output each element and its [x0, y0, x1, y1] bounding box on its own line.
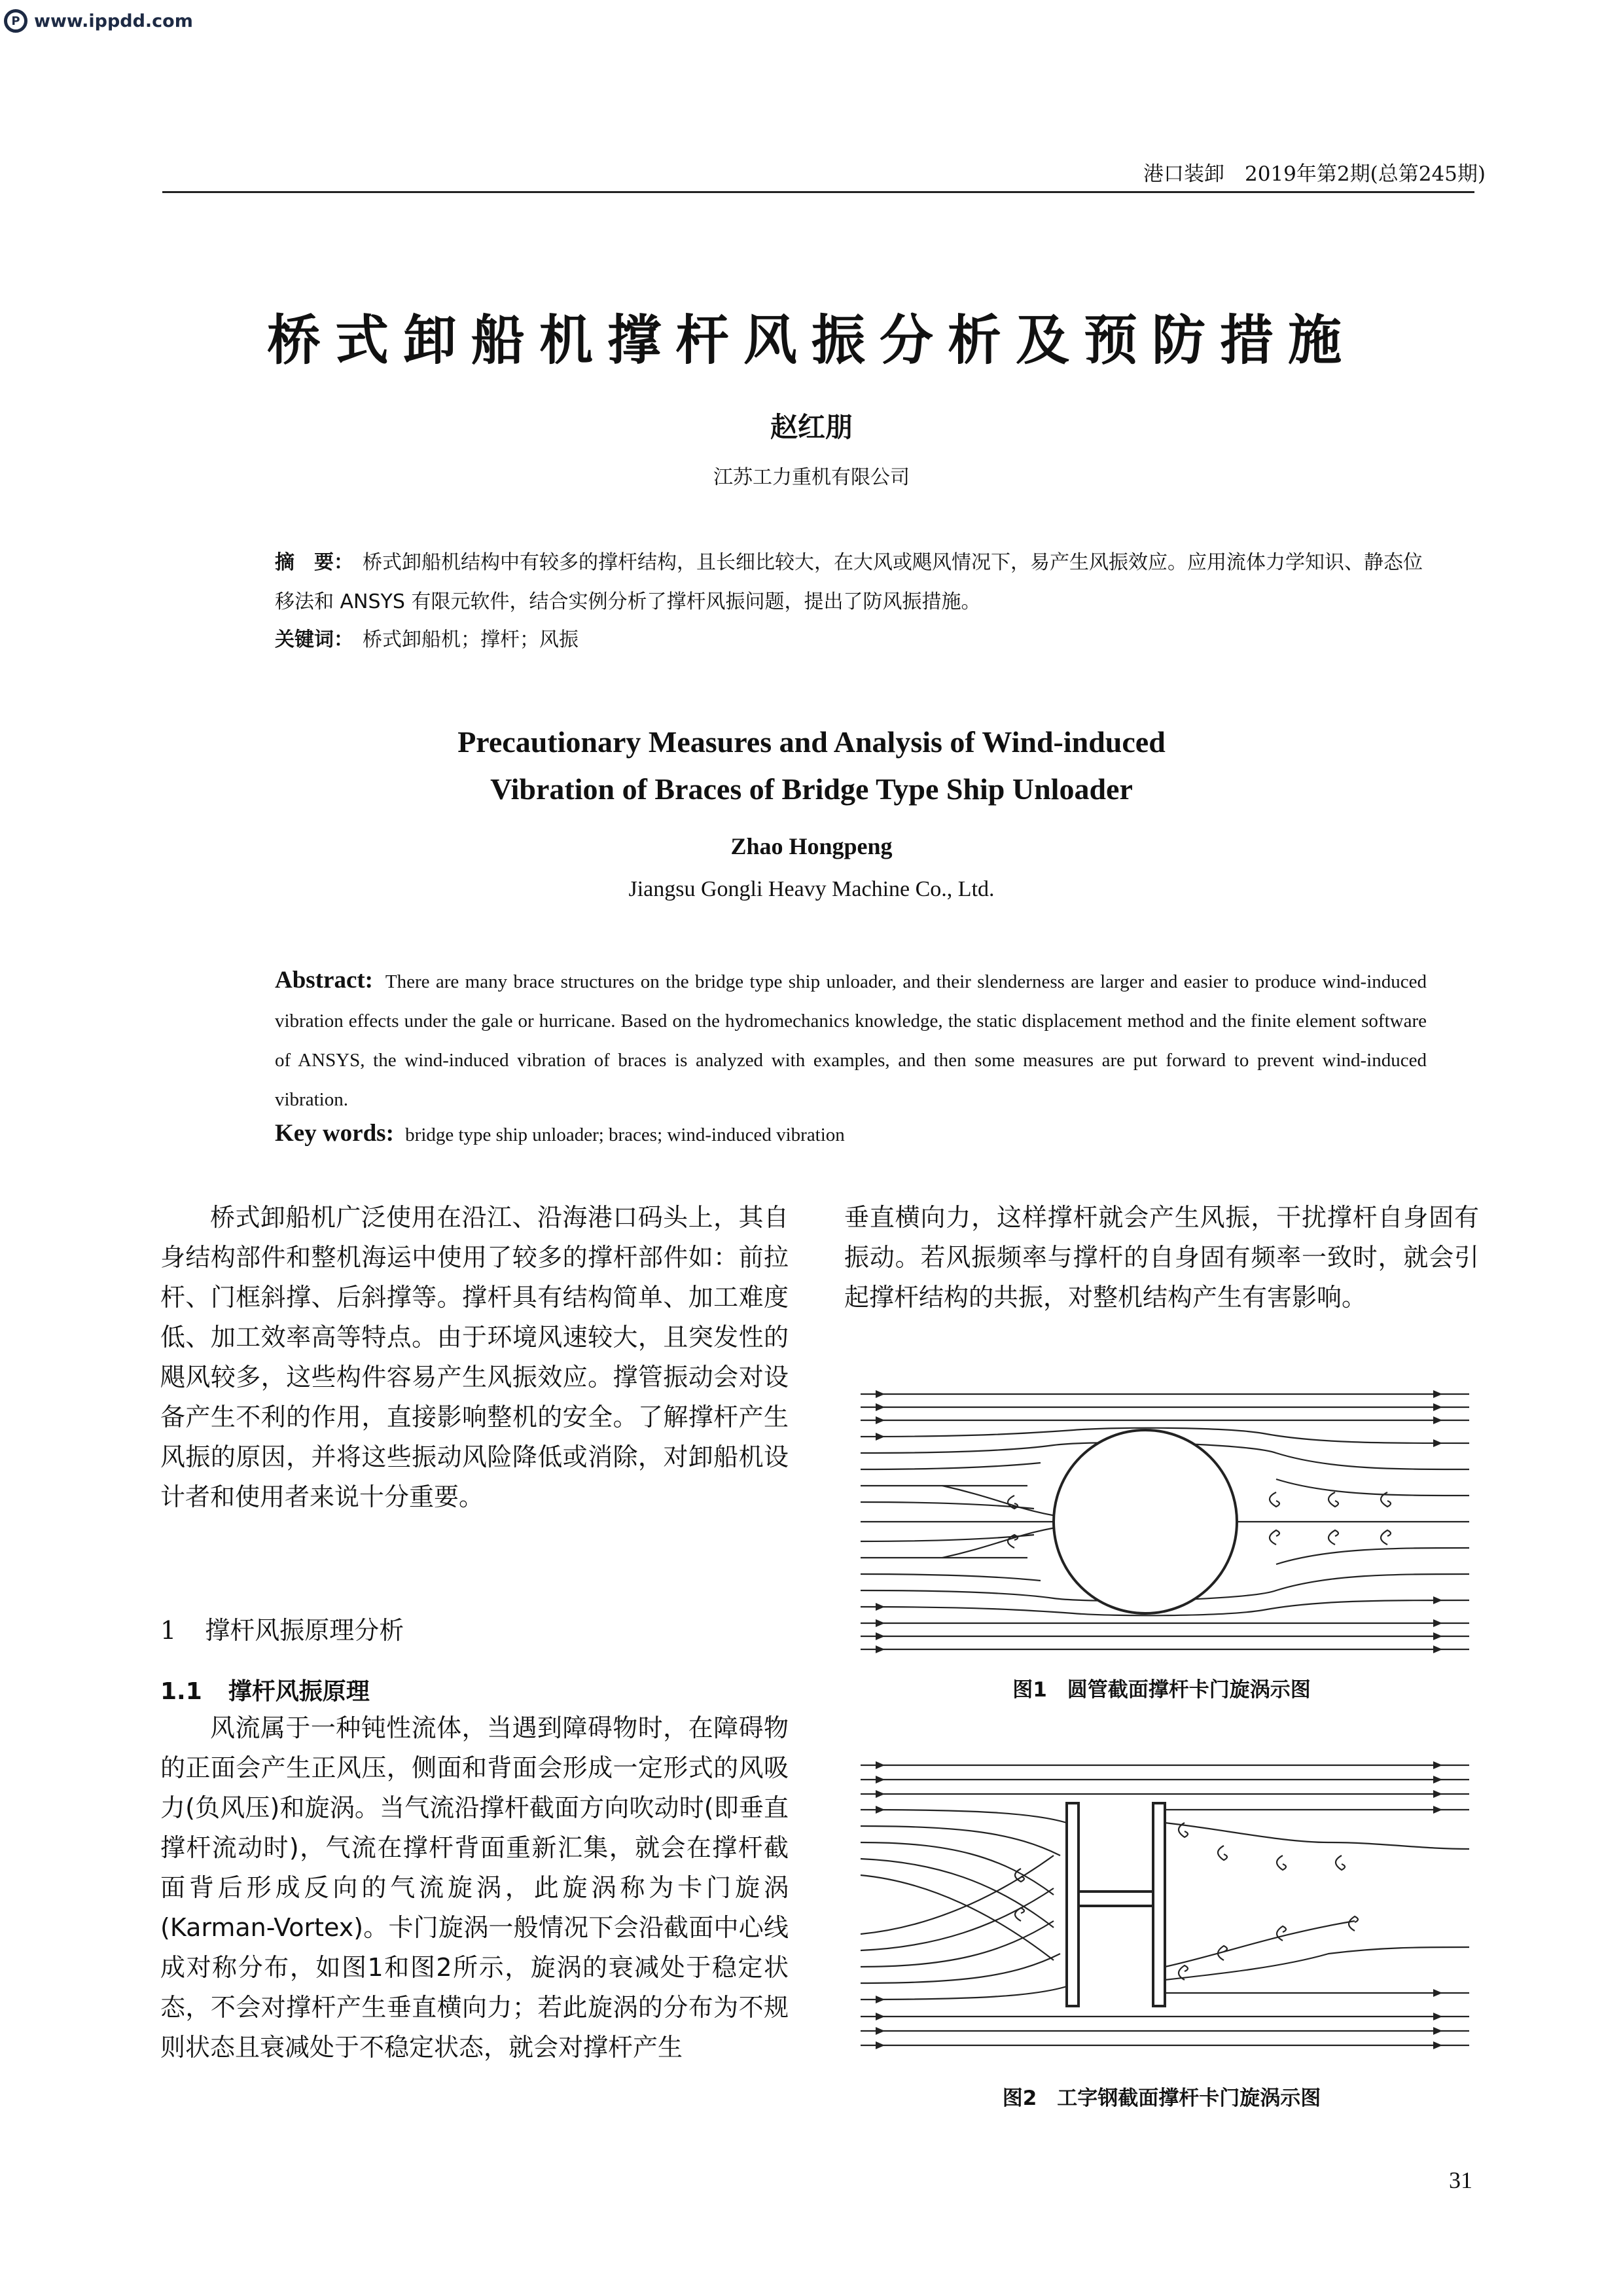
flow-arrow-icon	[1433, 1619, 1442, 1627]
flow-arrow-icon	[876, 1632, 885, 1640]
flow-arrow-icon	[876, 1403, 885, 1411]
section-1-1-heading	[160, 1673, 370, 1706]
section-1-heading	[160, 1610, 404, 1646]
flow-arrow-icon	[1433, 2041, 1442, 2049]
i-beam-right-flange	[1153, 1803, 1165, 2006]
watermark	[4, 8, 193, 34]
abstract-en-text: There are many brace structures on the bridge type ship unloader, and their slenderness are larger and easier to produce wind-induced vibration effects under the gale or hurricane. Based on the hydromechanics knowledge, the static displacement method and the finite element software of ANSYS, the wind-induced vibration of braces is analyzed with examples, and then some measures are put forward to prevent wind-induced vibration.	[275, 971, 1427, 1110]
flow-arrow-icon	[1433, 1416, 1442, 1424]
keywords-cn-text: 桥式卸船机；撑杆；风振	[363, 628, 579, 651]
flow-arrow-icon	[876, 1996, 885, 2003]
flow-arrow-icon	[1433, 1989, 1442, 1997]
flow-arrow-icon	[876, 1806, 885, 1814]
streamline	[861, 1859, 1054, 1928]
affiliation-en: Jiangsu Gongli Heavy Machine Co., Ltd.	[628, 877, 995, 901]
streamline	[861, 1921, 1054, 1967]
affiliation-cn: 江苏工力重机有限公司	[713, 466, 910, 489]
streamline	[861, 1986, 1067, 2000]
streamline	[861, 1888, 1054, 1950]
vortex	[1381, 1530, 1391, 1545]
abstract-cn-label: 摘 要：	[275, 551, 353, 574]
flow-arrow-icon	[1433, 1596, 1442, 1604]
ippdd-logo-icon: P	[4, 9, 27, 33]
flow-arrow-icon	[876, 1390, 885, 1398]
i-beam-web	[1079, 1892, 1153, 1906]
streamline	[1165, 1921, 1355, 1967]
flow-arrow-icon	[876, 2013, 885, 2020]
vortex	[1218, 1846, 1227, 1860]
header-divider	[162, 191, 1474, 193]
body-intro	[160, 1198, 789, 1517]
flow-arrow-icon	[1433, 1790, 1442, 1798]
page-number: 31	[1449, 2167, 1472, 2193]
flow-arrow-icon	[1433, 2027, 1442, 2035]
flow-arrow-icon	[876, 1776, 885, 1784]
flow-arrow-icon	[1433, 1390, 1442, 1398]
flow-arrow-icon	[876, 1619, 885, 1627]
vortex	[1277, 1926, 1286, 1941]
title-en-line1: Precautionary Measures and Analysis of Wind-induced	[457, 725, 1166, 759]
streamline	[861, 1856, 1054, 1934]
vortex	[1329, 1530, 1338, 1545]
section-1-1-number: 1.1	[160, 1678, 202, 1705]
streamline	[861, 1875, 1054, 1960]
abstract-en-label: Abstract:	[275, 967, 374, 994]
vortex	[1277, 1856, 1286, 1870]
streamline	[861, 1842, 1054, 1895]
flow-arrow-icon	[876, 1790, 885, 1798]
flow-arrow-icon	[876, 1416, 885, 1424]
watermark-url: www.ippdd.com	[34, 10, 193, 31]
body-right-column	[844, 1198, 1479, 1318]
right-paragraph: 垂直横向力，这样撑杆就会产生风振，干扰撑杆自身固有振动。若风振频率与撑杆的自身固有频率一致时，就会引起撑杆结构的共振，对整机结构产生有害影响。	[844, 1203, 1479, 1312]
keywords-en-text: bridge type ship unloader; braces; wind-induced vibration	[405, 1124, 845, 1145]
flow-arrow-icon	[876, 2041, 885, 2049]
keywords-cn	[275, 623, 579, 652]
vortex	[1336, 1856, 1345, 1870]
flow-arrow-icon	[876, 1645, 885, 1653]
flow-arrow-icon	[1433, 1645, 1442, 1653]
flow-arrow-icon	[1433, 1403, 1442, 1411]
streamline	[1165, 1823, 1469, 1849]
flow-arrow-icon	[1433, 1806, 1442, 1814]
flow-arrow-icon	[1433, 2013, 1442, 2020]
abstract-cn-text: 桥式卸船机结构中有较多的撑杆结构，且长细比较大，在大风或飓风情况下，易产生风振效应。应用流体力学知识、静态位移法和 ANSYS 有限元软件，结合实例分析了撑杆风振问题，提出了防风振措施。	[275, 551, 1423, 613]
vortex	[1270, 1492, 1279, 1507]
figure-1-circular-vortex-diagram	[857, 1388, 1472, 1662]
figure-2-caption: 图2 工字钢截面撑杆卡门旋涡示图	[1002, 2087, 1321, 2110]
i-beam-left-flange	[1067, 1803, 1079, 2006]
author-cn: 赵红朋	[770, 411, 853, 443]
abstract-cn	[275, 543, 1427, 622]
body-principle	[160, 1708, 789, 2068]
flow-arrow-icon	[1433, 1439, 1442, 1447]
vortex	[1349, 1916, 1358, 1931]
keywords-cn-label: 关键词：	[275, 628, 353, 651]
vortex	[1329, 1492, 1338, 1507]
streamline	[861, 1810, 1067, 1823]
flow-arrow-icon	[1433, 1776, 1442, 1784]
journal-header: 港口装卸 2019年第2期(总第245期)	[1143, 162, 1486, 186]
title-en	[0, 719, 1623, 813]
title-en-line2: Vibration of Braces of Bridge Type Ship Unloader	[490, 772, 1133, 806]
circular-tube	[1054, 1430, 1237, 1613]
section-1-title: 撑杆风振原理分析	[205, 1616, 404, 1645]
flow-arrow-icon	[876, 1433, 885, 1441]
abstract-en	[275, 961, 1427, 1119]
flow-arrow-icon	[876, 1761, 885, 1769]
keywords-en	[275, 1119, 845, 1147]
figure-2-i-beam-vortex-diagram	[857, 1757, 1472, 2052]
streamline	[1165, 1947, 1469, 1980]
keywords-en-label: Key words:	[275, 1120, 394, 1147]
flow-arrow-icon	[1433, 1761, 1442, 1769]
vortex	[1270, 1530, 1279, 1545]
section-1-1-title: 撑杆风振原理	[228, 1678, 370, 1705]
figure-1-caption: 图1 圆管截面撑杆卡门旋涡示图	[1012, 1678, 1311, 1702]
flow-arrow-icon	[876, 1603, 885, 1611]
principle-paragraph: 风流属于一种钝性流体，当遇到障碍物时，在障碍物的正面会产生正风压，侧面和背面会形成一定形式的风吸力(负风压)和旋涡。当气流沿撑杆截面方向吹动时(即垂直撑杆流动时)，气流在撑杆背面重新汇集，就会在撑杆截面背后形成反向的气流旋涡，此旋涡称为卡门旋涡(Karman-Vortex)。卡门旋涡一般情况下会沿截面中心线成对称分布，如图1和图2所示，旋涡的衰减处于稳定状态，不会对撑杆产生垂直横向力；若此旋涡的分布为不规则状态且衰减处于不稳定状态，就会对撑杆产生	[160, 1713, 789, 2062]
flow-arrow-icon	[876, 2027, 885, 2035]
section-1-number: 1	[160, 1616, 177, 1645]
intro-paragraph: 桥式卸船机广泛使用在沿江、沿海港口码头上，其自身结构部件和整机海运中使用了较多的撑杆部件如：前拉杆、门框斜撑、后斜撑等。撑杆具有结构简单、加工难度低、加工效率高等特点。由于环境风速较大，且突发性的飓风较多，这些构件容易产生风振效应。撑管振动会对设备产生不利的作用，直接影响整机的安全。了解撑杆产生风振的原因，并将这些振动风险降低或消除，对卸船机设计者和使用者来说十分重要。	[160, 1203, 789, 1511]
author-en: Zhao Hongpeng	[730, 833, 893, 859]
flow-arrow-icon	[1433, 1632, 1442, 1640]
title-cn: 桥式卸船机撑杆风振分析及预防措施	[266, 309, 1356, 372]
